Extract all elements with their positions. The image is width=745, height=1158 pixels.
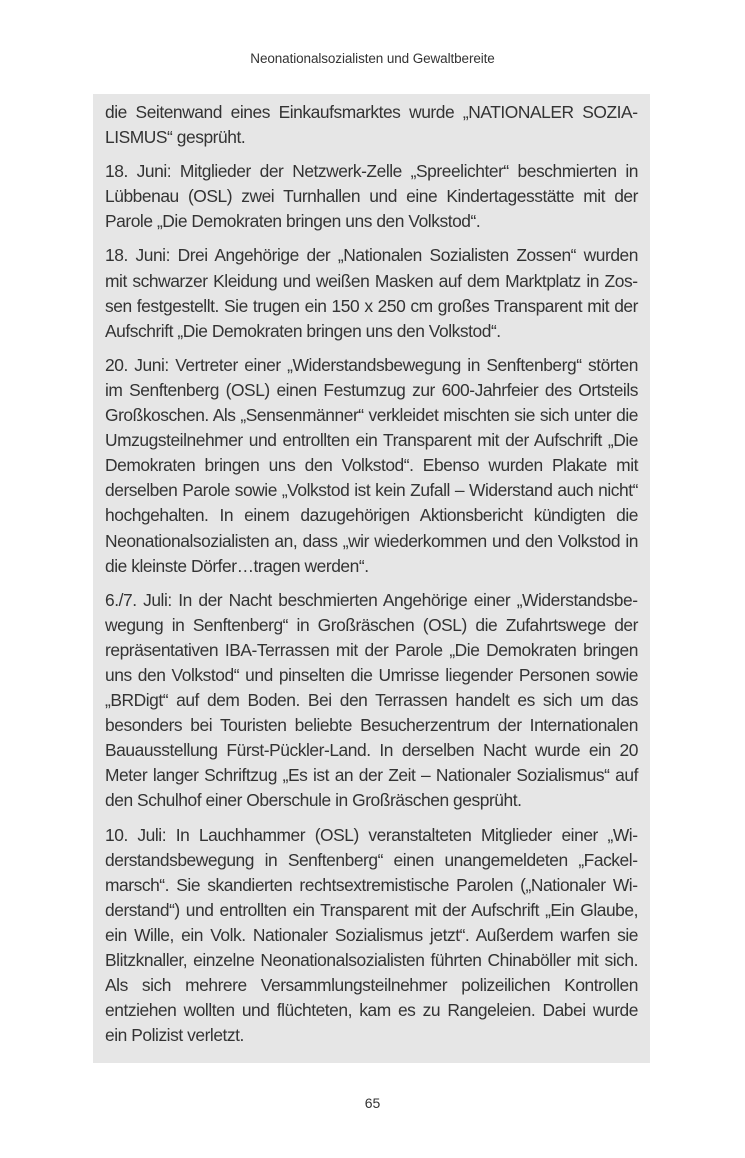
chronology-text-box	[93, 94, 650, 1063]
paragraph-june-18-zossen: 18. Juni: Drei Angehörige der „Nationalen Sozialisten Zossen“ wurden mit schwarzer Kleidung und weißen Masken auf dem Marktplatz in Zossen festgestellt. Sie trugen ein 150 x 250 cm großes Transparent mit der Aufschrift „Die Demokraten bringen uns den Volkstod“.	[105, 245, 638, 341]
paragraph-june-20-senftenberg: 20. Juni: Vertreter einer „Widerstandsbewegung in Senftenberg“ störten im Senftenberg (OSL) einen Festumzug zur 600-Jahrfeier des Ortsteils Großkoschen. Als „Sensenmänner“ verkleidet mischten sie sich unter die Umzugsteilnehmer und entrollten ein Transparent mit der Aufschrift „Die Demokraten bringen uns den Volkstod“. Ebenso wurden Plakate mit derselben Parole sowie „Volkstod ist kein Zufall – Widerstand auch nicht“ hochgehalten. In einem dazugehörigen Aktionsbericht kündigten die Neonationalsozialisten an, dass „wir wiederkommen und den Volkstod in die kleinste Dörfer…tragen werden“.	[105, 354, 638, 576]
running-header: Neonationalsozialisten und Gewaltbereite	[250, 51, 495, 66]
paragraph-continued: die Seitenwand eines Einkaufsmarktes wurde „NATIONALER SOZIALISMUS“ gesprüht.	[105, 102, 638, 148]
paragraph-june-18-spreelichter: 18. Juni: Mitglieder der Netzwerk-Zelle „Spreelichter“ beschmierten in Lübbenau (OSL) zwei Turnhallen und eine Kindertagesstätte mit der Parole „Die Demokraten bringen uns den Volkstod“.	[105, 161, 638, 232]
paragraph-july-10-lauchhammer: 10. Juli: In Lauchhammer (OSL) veranstalteten Mitglieder einer „Widerstandsbewegung in Senftenberg“ einen unangemeldeten „Fackelmarsch“. Sie skandierten rechtsextremistische Parolen („Nationaler Widerstand“) und entrollten ein Transparent mit der Aufschrift „Ein Glaube, ein Wille, ein Volk. Nationaler Sozialismus jetzt“. Außerdem warfen sie Blitzknaller, einzelne Neonationalsozialisten führten Chinaböller mit sich. Als sich mehrere Versammlungsteilnehmer polizeilichen Kontrollen entziehen wollten und flüchteten, kam es zu Rangeleien. Dabei wurde ein Polizist verletzt.	[105, 824, 638, 1046]
page-number: 65	[364, 1095, 381, 1111]
paragraph-july-6-7-grossraeschen: 6./7. Juli: In der Nacht beschmierten Angehörige einer „Widerstandsbewegung in Senftenberg“ in Großräschen (OSL) die Zufahrtswege der repräsentativen IBA-Terrassen mit der Parole „Die Demokraten bringen uns den Volkstod“ und pinselten die Umrisse liegender Personen sowie „BRDigt“ auf dem Boden. Bei den Terrassen handelt es sich um das besonders bei Touristen beliebte Besucherzentrum der Internationalen Bauausstellung Fürst-Pückler-Land. In derselben Nacht wurde ein 20 Meter langer Schriftzug „Es ist an der Zeit – Nationaler Sozialismus“ auf den Schulhof einer Oberschule in Großräschen gesprüht.	[105, 589, 638, 811]
